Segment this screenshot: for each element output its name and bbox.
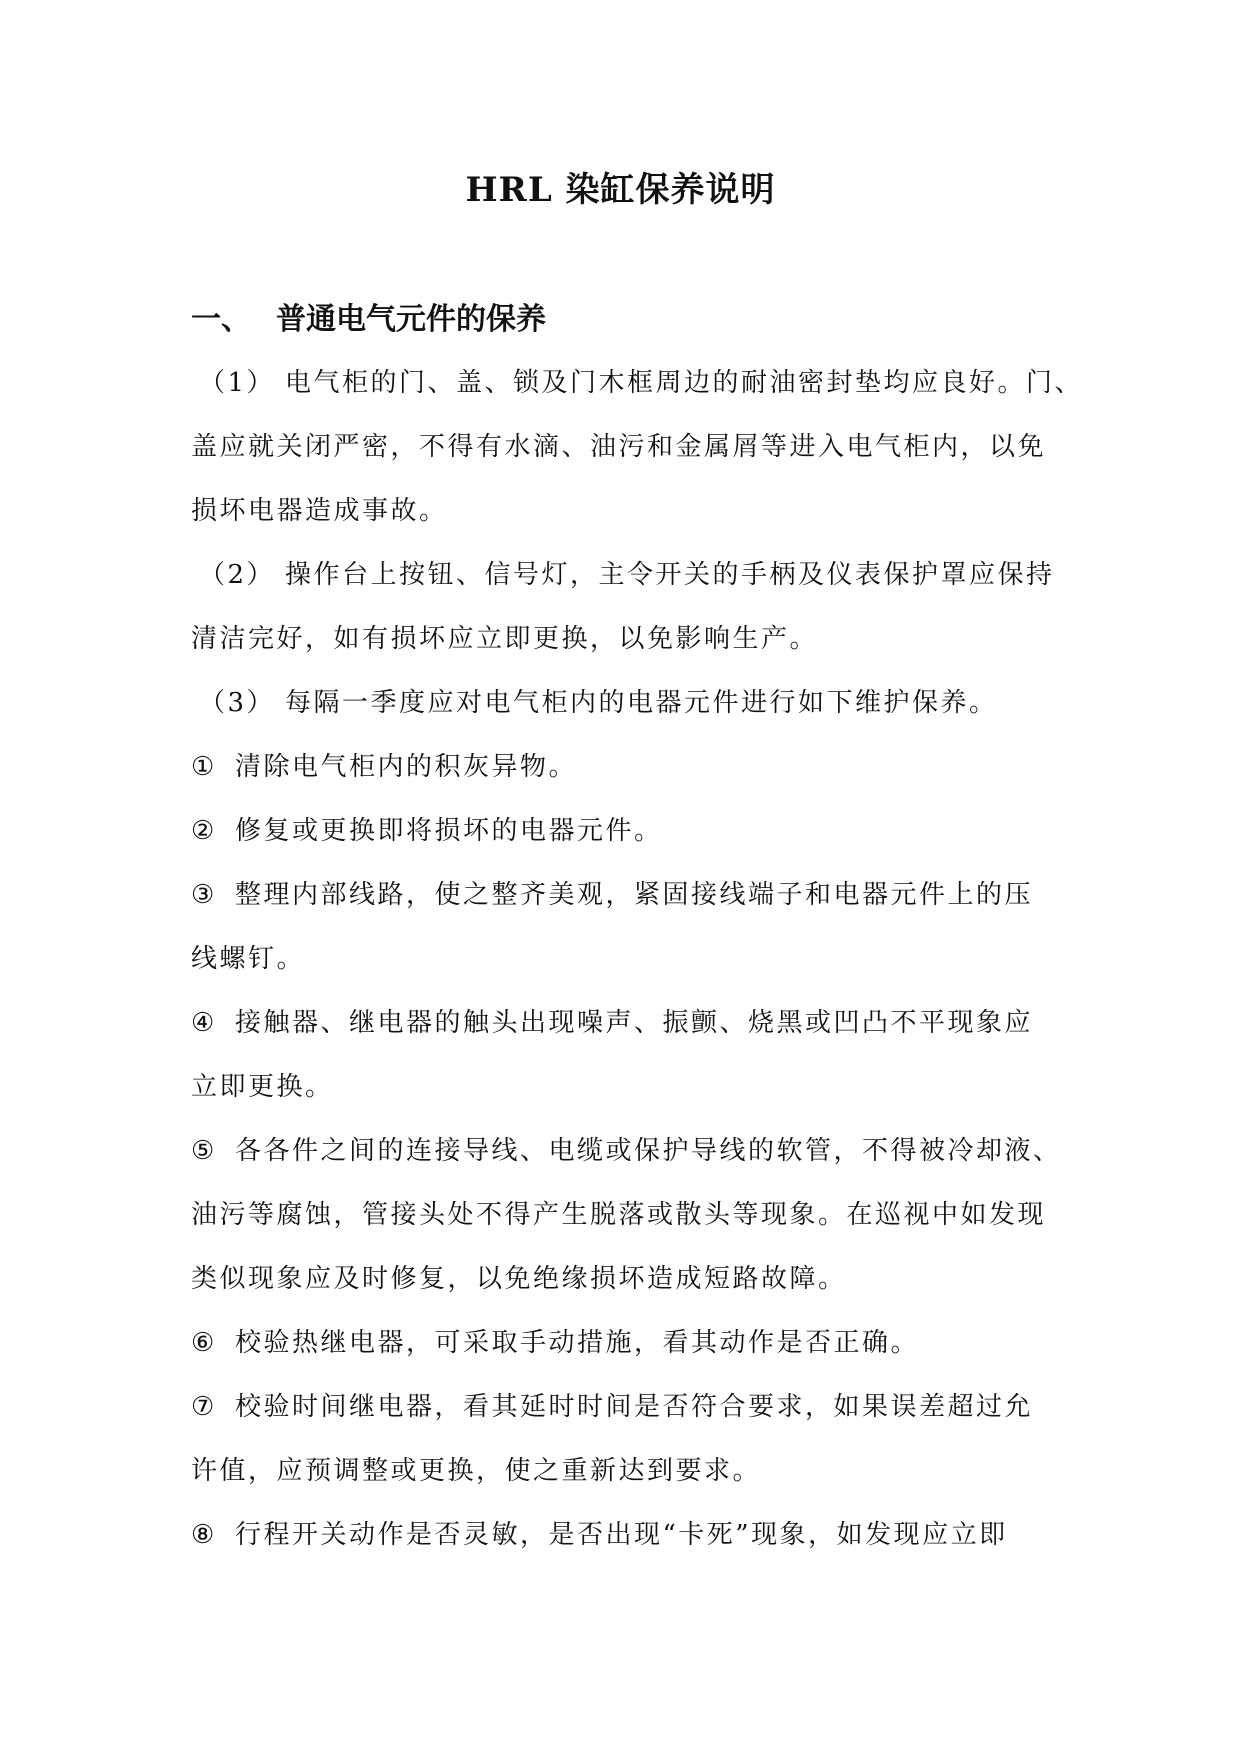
subitem-4-text: 接触器、继电器的触头出现噪声、振颤、烧黑或凹凸不平现象应 (235, 1008, 1034, 1038)
section-heading-text: 普通电气元件的保养 (276, 302, 546, 337)
item-3-label: （3） (199, 688, 276, 718)
subitem-7-marker: ⑦ (191, 1392, 217, 1422)
subitem-3-text: 整理内部线路，使之整齐美观，紧固接线端子和电器元件上的压 (235, 880, 1034, 910)
subitem-8-marker: ⑧ (191, 1520, 217, 1550)
item-2-line-1 (199, 554, 1055, 591)
subitem-5-line-1 (191, 1130, 1062, 1167)
subitem-3-line-2: 线螺钉。 (191, 944, 306, 974)
item-1-line-1 (199, 362, 1083, 399)
subitem-1-text: 清除电气柜内的积灰异物。 (235, 752, 578, 782)
subitem-4-line-2: 立即更换。 (191, 1072, 334, 1102)
subitem-4-line-1 (191, 1002, 1033, 1039)
subitem-8 (191, 1514, 1008, 1551)
document-title: HRL 染缸保养说明 (465, 170, 776, 210)
subitem-4-marker: ④ (191, 1008, 217, 1038)
item-3-line-1 (199, 682, 998, 719)
subitem-1 (191, 746, 577, 783)
subitem-5-line-3: 类似现象应及时修复，以免绝缘损坏造成短路故障。 (191, 1264, 847, 1294)
item-1-line-3: 损坏电器造成事故。 (191, 496, 448, 526)
subitem-7-text: 校验时间继电器，看其延时时间是否符合要求，如果误差超过允 (235, 1392, 1034, 1422)
subitem-2-text: 修复或更换即将损坏的电器元件。 (235, 816, 663, 846)
section-number: 一、 (191, 302, 251, 337)
item-2-text: 操作台上按钮、信号灯，主令开关的手柄及仪表保护罩应保持 (285, 560, 1055, 590)
subitem-2 (191, 810, 663, 847)
subitem-3-line-1 (191, 874, 1033, 911)
subitem-6 (191, 1322, 919, 1359)
subitem-8-text: 行程开关动作是否灵敏，是否出现“卡死”现象，如发现应立即 (235, 1520, 1008, 1550)
subitem-5-text: 各各件之间的连接导线、电缆或保护导线的软管，不得被冷却液、 (235, 1136, 1062, 1166)
item-2-line-2: 清洁完好，如有损坏应立即更换，以免影响生产。 (191, 624, 819, 654)
subitem-6-marker: ⑥ (191, 1328, 217, 1358)
section-heading (191, 294, 546, 338)
item-1-label: （1） (199, 368, 276, 398)
item-3-text: 每隔一季度应对电气柜内的电器元件进行如下维护保养。 (285, 688, 998, 718)
subitem-7-line-1 (191, 1386, 1033, 1423)
subitem-2-marker: ② (191, 816, 217, 846)
subitem-6-text: 校验热继电器，可采取手动措施，看其动作是否正确。 (235, 1328, 920, 1358)
item-2-label: （2） (199, 560, 276, 590)
subitem-7-line-2: 许值，应预调整或更换，使之重新达到要求。 (191, 1456, 762, 1486)
subitem-5-marker: ⑤ (191, 1136, 217, 1166)
item-1-text: 电气柜的门、盖、锁及门木框周边的耐油密封垫均应良好。门、 (285, 368, 1084, 398)
item-1-line-2: 盖应就关闭严密，不得有水滴、油污和金属屑等进入电气柜内，以免 (191, 432, 1047, 462)
subitem-1-marker: ① (191, 752, 217, 782)
subitem-5-line-2: 油污等腐蚀，管接头处不得产生脱落或散头等现象。在巡视中如发现 (191, 1200, 1047, 1230)
subitem-3-marker: ③ (191, 880, 217, 910)
